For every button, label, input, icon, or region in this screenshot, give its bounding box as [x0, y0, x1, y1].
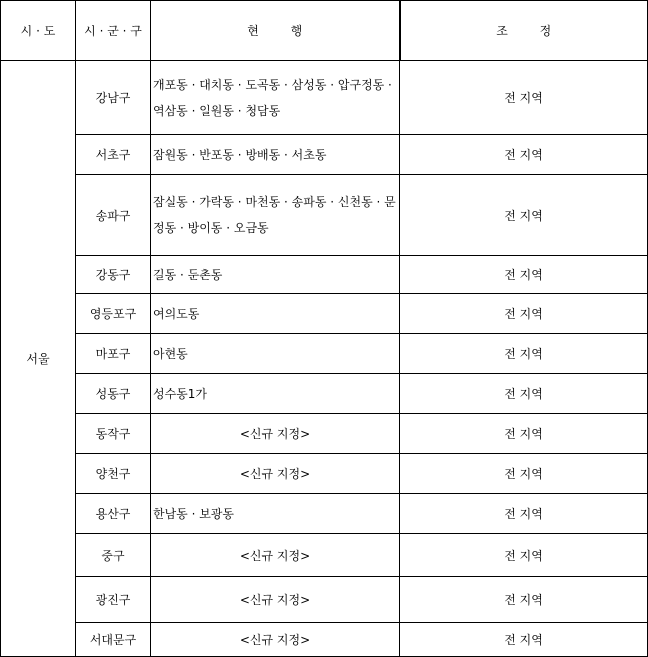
adjusted-cell: 전 지역	[400, 454, 648, 494]
district-cell: 송파구	[76, 175, 151, 256]
adjusted-cell: 전 지역	[400, 494, 648, 534]
current-cell: <신규 지정>	[151, 534, 400, 577]
current-cell: 잠원동 · 반포동 · 방배동 · 서초동	[151, 135, 400, 175]
district-cell: 성동구	[76, 374, 151, 414]
district-cell: 중구	[76, 534, 151, 577]
header-sido: 시 · 도	[1, 1, 76, 61]
district-cell: 강남구	[76, 61, 151, 135]
current-cell: <신규 지정>	[151, 623, 400, 657]
current-cell: <신규 지정>	[151, 414, 400, 454]
current-cell: 개포동 · 대치동 · 도곡동 · 삼성동 · 압구정동 · 역삼동 · 일원동 · 청담동	[151, 61, 400, 135]
table-row	[1, 577, 648, 623]
district-cell: 서초구	[76, 135, 151, 175]
adjusted-cell: 전 지역	[400, 374, 648, 414]
header-current: 현 행	[151, 1, 400, 61]
district-cell: 영등포구	[76, 294, 151, 334]
adjusted-cell: 전 지역	[400, 135, 648, 175]
adjusted-cell: 전 지역	[400, 623, 648, 657]
table-row	[1, 61, 648, 135]
adjusted-cell: 전 지역	[400, 577, 648, 623]
current-cell: <신규 지정>	[151, 454, 400, 494]
table-row	[1, 374, 648, 414]
header-adjusted: 조 정	[400, 1, 648, 61]
adjusted-cell: 전 지역	[400, 256, 648, 294]
adjusted-cell: 전 지역	[400, 414, 648, 454]
current-cell: 잠실동 · 가락동 · 마천동 · 송파동 · 신천동 · 문정동 · 방이동 · 오금동	[151, 175, 400, 256]
header-sigungu: 시 · 군 · 구	[76, 1, 151, 61]
adjusted-cell: 전 지역	[400, 534, 648, 577]
current-cell: 아현동	[151, 334, 400, 374]
sido-cell: 서울	[1, 61, 76, 657]
adjusted-cell: 전 지역	[400, 175, 648, 256]
district-cell: 서대문구	[76, 623, 151, 657]
district-cell: 마포구	[76, 334, 151, 374]
table-row	[1, 334, 648, 374]
table-row	[1, 294, 648, 334]
current-cell: 길동 · 둔촌동	[151, 256, 400, 294]
district-cell: 양천구	[76, 454, 151, 494]
district-cell: 용산구	[76, 494, 151, 534]
district-cell: 광진구	[76, 577, 151, 623]
district-cell: 강동구	[76, 256, 151, 294]
table-row	[1, 135, 648, 175]
district-cell: 동작구	[76, 414, 151, 454]
table-row	[1, 175, 648, 256]
adjusted-cell: 전 지역	[400, 61, 648, 135]
current-cell: 성수동1가	[151, 374, 400, 414]
table-row	[1, 534, 648, 577]
table-row	[1, 256, 648, 294]
header-row	[1, 1, 648, 61]
adjusted-cell: 전 지역	[400, 294, 648, 334]
current-cell: 여의도동	[151, 294, 400, 334]
table-row	[1, 454, 648, 494]
table-row	[1, 414, 648, 454]
current-cell: <신규 지정>	[151, 577, 400, 623]
current-cell: 한남동 · 보광동	[151, 494, 400, 534]
table-row	[1, 623, 648, 657]
table-row	[1, 494, 648, 534]
adjusted-cell: 전 지역	[400, 334, 648, 374]
